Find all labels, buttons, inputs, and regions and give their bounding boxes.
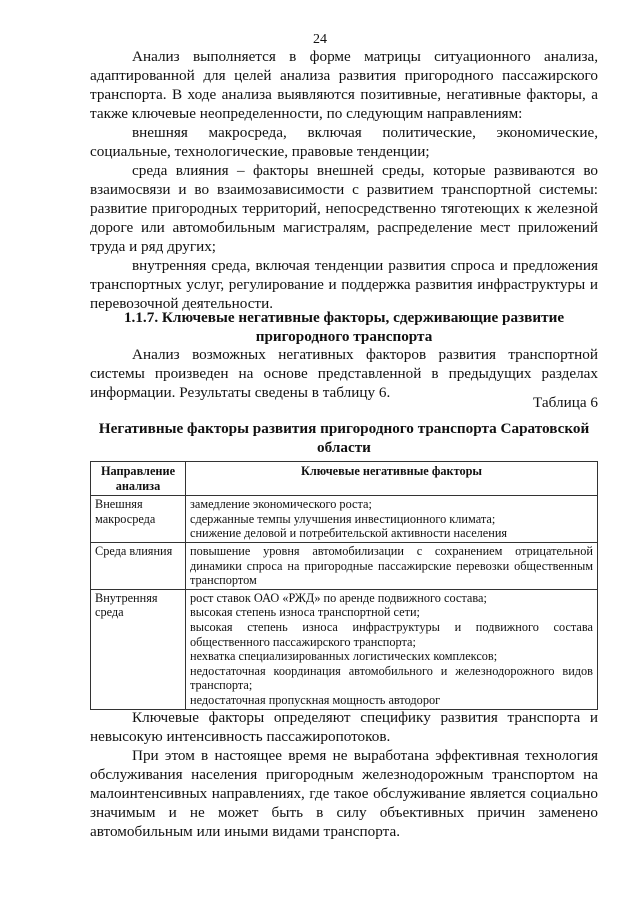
factor-item: снижение деловой и потребительской активности населения xyxy=(190,526,508,541)
header-factors: Ключевые негативные факторы xyxy=(186,462,598,496)
header-direction: Направление анализа xyxy=(91,462,186,496)
section-text: Анализ возможных негативных факторов развития транспортной системы произведен на основе представленной в предыдущих разделах информации. Результаты сведены в таблицу 6. xyxy=(90,346,598,401)
factors-cell xyxy=(186,496,598,543)
intro-text xyxy=(90,47,598,313)
factor-item: недостаточная пропускная мощность автодорог xyxy=(190,692,441,707)
direction-cell: Внешняя макросреда xyxy=(91,496,186,543)
list-item-macro: внешняя макросреда, включая политические, экономические, социальные, технологические, правовые тенденции; xyxy=(90,124,598,160)
list-item-internal: внутренняя среда, включая тенденции развития спроса и предложения транспортных услуг, регулирование и поддержка развития инфраструктуры и перевозочной деятельности. xyxy=(90,257,598,312)
paragraph: Анализ выполняется в форме матрицы ситуационного анализа, адаптированной для целей анализа развития пригородного пассажирского транспорта. В ходе анализа выявляются позитивные, негативные факторы, а также ключевые неопределенности, по следующим направлениям: xyxy=(90,48,598,122)
table-title: Негативные факторы развития пригородного транспорта Саратовской области xyxy=(98,420,590,456)
factor-item: недостаточная координация автомобильного и железнодорожного видов транспорта; xyxy=(190,663,593,693)
direction-cell: Внутренняя среда xyxy=(91,589,186,709)
section-heading: 1.1.7. Ключевые негативные факторы, сдерживающие развитие пригородного транспорта xyxy=(123,309,565,345)
factor-item: замедление экономического роста; xyxy=(190,497,372,512)
list-item-influence: среда влияния – факторы внешней среды, которые развиваются во взаимосвязи и во взаимозависимости с развитием транспортной системы: развитие пригородных территорий, непосредственно тяготеющих к железной дороге или автомобильным магистралям, распределение мест приложений труда и ряд других; xyxy=(90,162,598,255)
paragraph: При этом в настоящее время не выработана эффективная технология обслуживания населения пригородным железнодорожным транспортом на малоинтенсивных направлениях, где такое обслуживание является социально значимым и не может быть в силу объективных причин заменено автомобильным или иными видами транспорта. xyxy=(90,747,598,840)
table-row xyxy=(91,542,598,589)
factors-table xyxy=(90,461,598,710)
table-row xyxy=(91,589,598,709)
table-number: Таблица 6 xyxy=(533,394,598,411)
factors-cell xyxy=(186,589,598,709)
factor-item: сдержанные темпы улучшения инвестиционного климата; xyxy=(190,511,496,526)
factor-item: высокая степень износа транспортной сети; xyxy=(190,605,420,620)
factor-item: рост ставок ОАО «РЖД» по аренде подвижного состава; xyxy=(190,590,487,605)
factor-item: высокая степень износа инфраструктуры и подвижного состава общественного пассажирского транспорта; xyxy=(190,619,593,649)
paragraph: Ключевые факторы определяют специфику развития транспорта и невысокую интенсивность пассажиропотоков. xyxy=(90,709,598,745)
table-header-row xyxy=(91,462,598,496)
factor-item: нехватка специализированных логистических комплексов; xyxy=(190,649,498,664)
page-number: 24 xyxy=(313,32,327,47)
factors-cell xyxy=(186,542,598,589)
conclusion-text xyxy=(90,708,598,841)
factor-item: повышение уровня автомобилизации с сохранением отрицательной динамики спроса на пригородные пассажирские перевозки общественным транспортом xyxy=(190,543,593,588)
direction-cell: Среда влияния xyxy=(91,542,186,589)
table-row xyxy=(91,496,598,543)
